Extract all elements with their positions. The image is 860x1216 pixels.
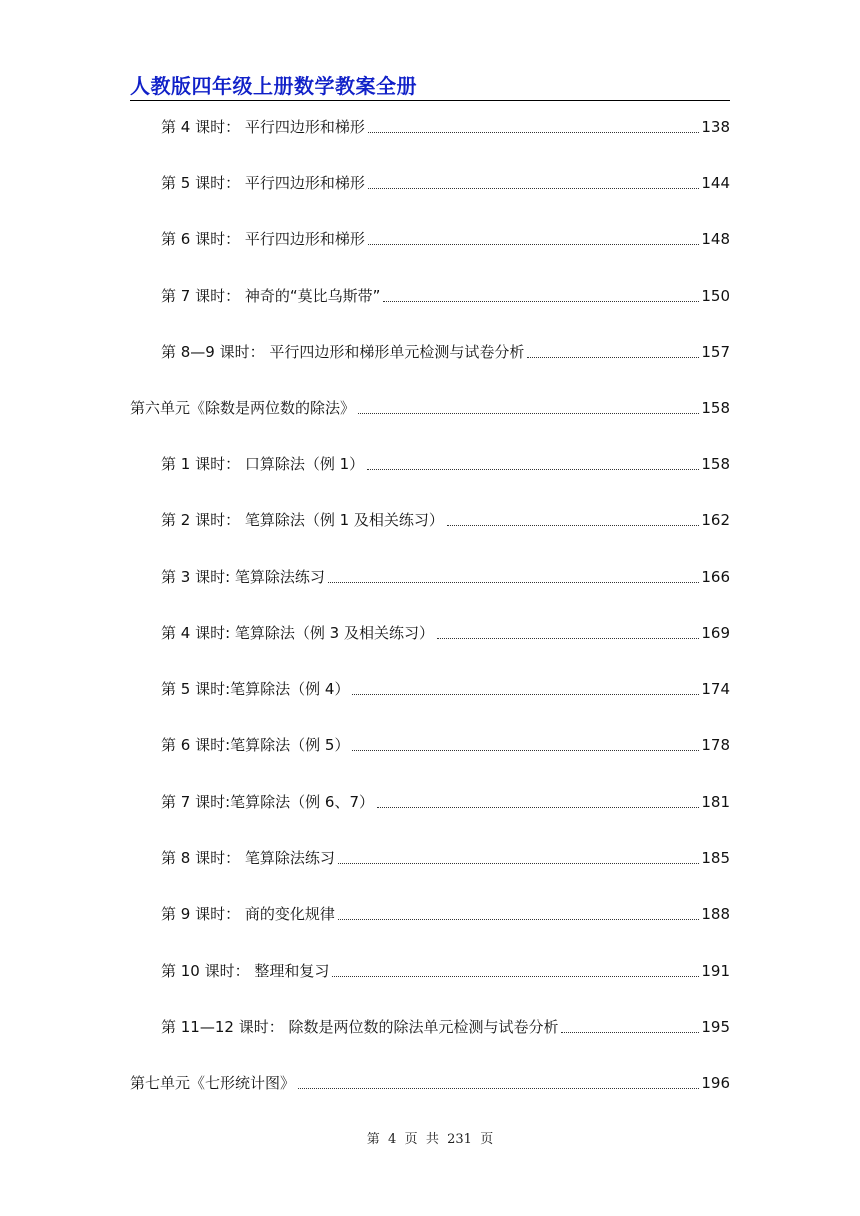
toc-entry[interactable] [161, 171, 730, 195]
toc-entry-label: 第 8 课时： 笔算除法练习 [161, 849, 335, 867]
toc-dot-leader [338, 918, 700, 920]
toc-entry-page: 178 [701, 736, 730, 754]
toc-dot-leader [377, 806, 699, 808]
toc-entry-label: 第 9 课时： 商的变化规律 [161, 905, 335, 923]
toc-entry[interactable] [130, 396, 730, 420]
toc-entry-label: 第六单元《除数是两位数的除法》 [130, 399, 356, 417]
toc-entry-label: 第 6 课时:笔算除法（例 5） [161, 736, 350, 754]
toc-entry-label: 第 11—12 课时： 除数是两位数的除法单元检测与试卷分析 [161, 1018, 559, 1036]
toc-entry-label: 第 4 课时: 笔算除法（例 3 及相关练习） [161, 624, 434, 642]
toc-entry[interactable] [161, 790, 730, 814]
toc-entry-page: 169 [701, 624, 730, 642]
toc-dot-leader [368, 243, 700, 245]
toc-entry[interactable] [161, 902, 730, 926]
toc-entry-page: 181 [701, 793, 730, 811]
toc-dot-leader [332, 975, 699, 977]
toc-entry-label: 第 5 课时： 平行四边形和梯形 [161, 174, 365, 192]
toc-entry-page: 195 [701, 1018, 730, 1036]
toc-entry[interactable] [161, 677, 730, 701]
toc-entry[interactable] [161, 565, 730, 589]
toc-dot-leader [352, 693, 699, 695]
toc-entry[interactable] [161, 621, 730, 645]
toc-entry-page: 158 [701, 455, 730, 473]
toc-entry[interactable] [161, 284, 730, 308]
toc-entry-label: 第 2 课时： 笔算除法（例 1 及相关练习） [161, 511, 444, 529]
toc-entry[interactable] [161, 452, 730, 476]
toc-entry-page: 185 [701, 849, 730, 867]
toc-entry-page: 148 [701, 230, 730, 248]
toc-entry[interactable] [161, 340, 730, 364]
toc-entry[interactable] [130, 1071, 730, 1095]
toc-entry-page: 162 [701, 511, 730, 529]
toc-entry-label: 第 8—9 课时： 平行四边形和梯形单元检测与试卷分析 [161, 343, 525, 361]
toc-dot-leader [383, 300, 699, 302]
toc-dot-leader [298, 1087, 699, 1089]
toc-dot-leader [328, 581, 699, 583]
toc-dot-leader [437, 637, 699, 639]
toc-entry[interactable] [161, 959, 730, 983]
toc-dot-leader [368, 187, 700, 189]
toc-entry-label: 第七单元《七形统计图》 [130, 1074, 296, 1092]
toc-dot-leader [367, 468, 699, 470]
toc-dot-leader [368, 131, 700, 133]
toc-entry-page: 158 [701, 399, 730, 417]
toc-entry[interactable] [161, 115, 730, 139]
toc-dot-leader [527, 356, 699, 358]
toc-entry[interactable] [161, 508, 730, 532]
toc-entry-label: 第 5 课时:笔算除法（例 4） [161, 680, 350, 698]
toc-entry-page: 157 [701, 343, 730, 361]
document-title: 人教版四年级上册数学教案全册 [130, 74, 417, 98]
toc-entry-page: 150 [701, 287, 730, 305]
toc-entry-label: 第 4 课时： 平行四边形和梯形 [161, 118, 365, 136]
toc-entry-label: 第 10 课时： 整理和复习 [161, 962, 330, 980]
toc-dot-leader [358, 412, 699, 414]
toc-entry[interactable] [161, 846, 730, 870]
toc-entry-page: 144 [701, 174, 730, 192]
toc-entry-page: 138 [701, 118, 730, 136]
toc-entry[interactable] [161, 1015, 730, 1039]
toc-dot-leader [447, 524, 699, 526]
toc-dot-leader [352, 749, 699, 751]
toc-entry-page: 166 [701, 568, 730, 586]
toc-entry-page: 174 [701, 680, 730, 698]
toc-dot-leader [561, 1031, 699, 1033]
toc-entry[interactable] [161, 227, 730, 251]
toc-entry-label: 第 1 课时： 口算除法（例 1） [161, 455, 365, 473]
toc-entry-label: 第 3 课时: 笔算除法练习 [161, 568, 325, 586]
toc-entry-label: 第 7 课时:笔算除法（例 6、7） [161, 793, 374, 811]
toc-entry[interactable] [161, 733, 730, 757]
toc-entry-label: 第 7 课时： 神奇的“莫比乌斯带” [161, 287, 381, 305]
toc-entry-page: 191 [701, 962, 730, 980]
toc-dot-leader [338, 862, 700, 864]
toc-entry-page: 188 [701, 905, 730, 923]
page-footer: 第 4 页 共 231 页 [366, 1132, 494, 1147]
toc-entry-label: 第 6 课时： 平行四边形和梯形 [161, 230, 365, 248]
toc-entry-page: 196 [701, 1074, 730, 1092]
